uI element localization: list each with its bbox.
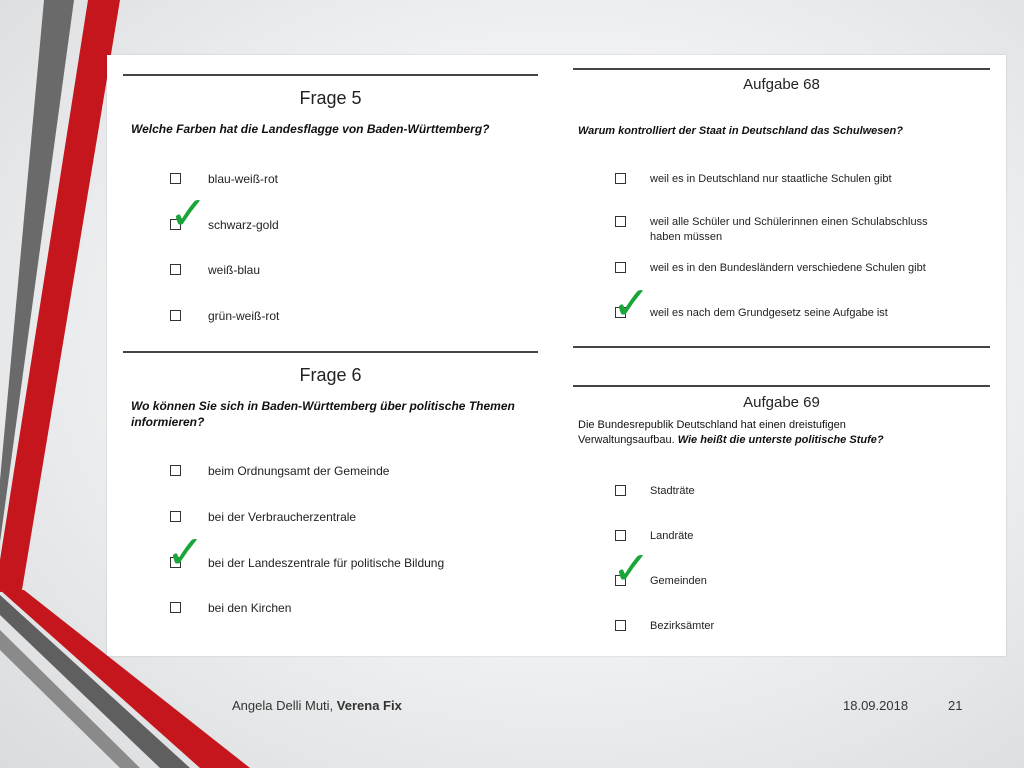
- divider-line: [123, 74, 538, 76]
- answer-option: Bezirksämter: [615, 619, 714, 634]
- question-text-line1: Wo können Sie sich in Baden-Württemberg über politische Themen: [131, 399, 515, 413]
- checkbox: [170, 264, 181, 275]
- question-intro-line2: Verwaltungsaufbau. Wie heißt die unterste politische Stufe?: [578, 434, 884, 446]
- slide-number: 21: [948, 698, 963, 713]
- checkbox: [170, 310, 181, 321]
- checkbox: [615, 530, 626, 541]
- checkbox: [170, 465, 181, 476]
- checkbox: [615, 485, 626, 496]
- answer-option: weil es in Deutschland nur staatliche Schulen gibt: [615, 172, 892, 187]
- answer-option: Landräte: [615, 529, 693, 544]
- divider-line: [573, 346, 990, 348]
- footer-date: 18.09.2018: [843, 698, 909, 713]
- footer-author: Angela Delli Muti, Verena Fix: [232, 698, 402, 713]
- divider-line: [573, 68, 990, 70]
- checkbox: [615, 620, 626, 631]
- answer-option: bei der Verbraucherzentrale: [170, 510, 356, 525]
- checkbox: [615, 173, 626, 184]
- question-title: Frage 5: [299, 88, 362, 108]
- divider-line: [123, 351, 538, 353]
- checkbox: [170, 511, 181, 522]
- question-text: Welche Farben hat die Landesflagge von Baden-Württemberg?: [131, 122, 490, 136]
- checkmark-icon: ✓: [169, 186, 208, 240]
- question-text-line2: informieren?: [131, 415, 205, 429]
- checkmark-icon: ✓: [166, 525, 205, 579]
- question-text: Warum kontrolliert der Staat in Deutschland das Schulwesen?: [578, 125, 903, 137]
- question-title: Aufgabe 68: [743, 76, 820, 93]
- divider-line: [573, 385, 990, 387]
- checkbox: [615, 262, 626, 273]
- answer-option: beim Ordnungsamt der Gemeinde: [170, 464, 389, 479]
- answer-option: grün-weiß-rot: [170, 309, 279, 324]
- quiz-document-image: [107, 55, 1006, 656]
- checkbox: [170, 602, 181, 613]
- question-title: Aufgabe 69: [743, 394, 820, 411]
- answer-option: schwarz-gold: [170, 218, 279, 233]
- answer-option: Stadträte: [615, 484, 695, 499]
- answer-option: Gemeinden: [615, 574, 707, 589]
- checkmark-icon: ✓: [612, 541, 651, 595]
- answer-option: weiß-blau: [170, 263, 260, 278]
- answer-option: weil alle Schüler und Schülerinnen einen Schulabschluss haben müssen: [615, 215, 928, 245]
- checkbox: [170, 173, 181, 184]
- answer-option: blau-weiß-rot: [170, 172, 278, 187]
- answer-option: bei der Landeszentrale für politische Bildung: [170, 556, 444, 571]
- question-title: Frage 6: [299, 365, 362, 385]
- question-intro-line1: Die Bundesrepublik Deutschland hat einen dreistufigen: [578, 419, 846, 431]
- checkbox: [615, 216, 626, 227]
- checkmark-icon: ✓: [612, 276, 651, 330]
- answer-option: bei den Kirchen: [170, 601, 291, 616]
- answer-option: weil es in den Bundesländern verschiedene Schulen gibt: [615, 261, 926, 276]
- answer-option: weil es nach dem Grundgesetz seine Aufgabe ist: [615, 306, 888, 321]
